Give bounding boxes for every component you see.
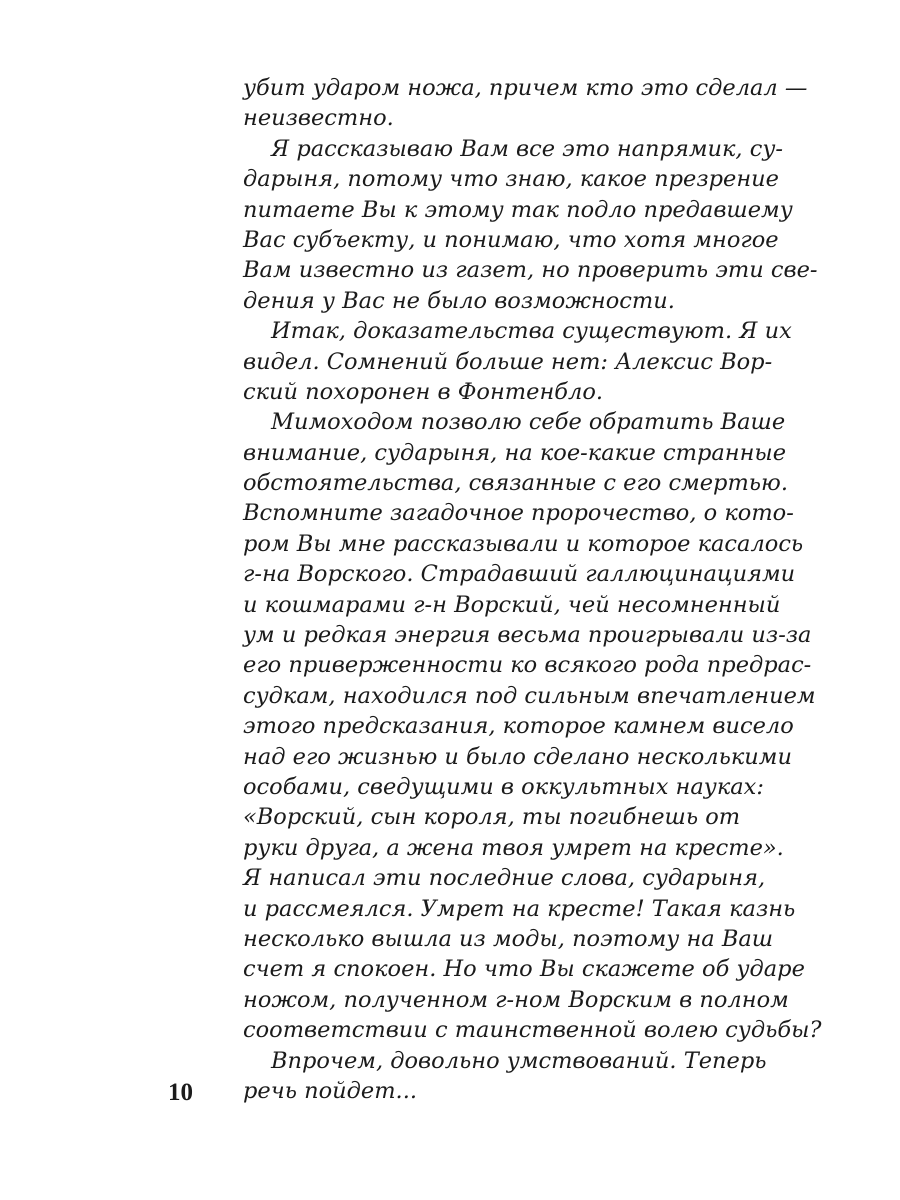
text-line: его приверженности ко всякого рода предрас- xyxy=(243,652,812,679)
paragraph xyxy=(243,73,808,134)
text-line: Я написал эти последние слова, сударыня, xyxy=(243,865,766,892)
text-line: Вас субъекту, и понимаю, что хотя многое xyxy=(243,226,779,253)
text-line: ром Вы мне рассказывали и которое касалось xyxy=(243,530,804,557)
text-line: над его жизнью и было сделано несколькими xyxy=(243,743,792,770)
text-line: ум и редкая энергия весьма проигрывали из-за xyxy=(243,622,812,649)
text-line: неизвестно. xyxy=(243,105,394,132)
text-line: дения у Вас не было возможности. xyxy=(243,287,675,314)
text-line: видел. Сомнений больше нет: Алексис Вор- xyxy=(243,348,773,375)
text-line: питаете Вы к этому так подло предавшему xyxy=(243,196,793,223)
text-line: Мимоходом позволю себе обратить Ваше xyxy=(271,409,786,436)
text-line: ский похоронен в Фонтенбло. xyxy=(243,378,604,405)
text-line: Вам известно из газет, но проверить эти све- xyxy=(243,257,818,284)
paragraph xyxy=(243,1046,767,1107)
text-line: речь пойдет... xyxy=(243,1077,418,1104)
text-line: «Ворский, сын короля, ты погибнешь от xyxy=(243,804,741,831)
page-number: 10 xyxy=(168,1079,193,1106)
text-line: и рассмеялся. Умрет на кресте! Такая казнь xyxy=(243,895,796,922)
text-line: обстоятельства, связанные с его смертью. xyxy=(243,470,789,497)
text-line: ножом, полученном г-ном Ворским в полном xyxy=(243,986,789,1013)
body-text xyxy=(243,73,822,1106)
text-line: внимание, сударыня, на кое-какие странные xyxy=(243,439,787,466)
text-line: особами, сведущими в оккультных науках: xyxy=(243,773,764,800)
text-line: судкам, находился под сильным впечатлением xyxy=(243,682,816,709)
paragraph xyxy=(243,407,822,1045)
text-line: руки друга, а жена твоя умрет на кресте». xyxy=(243,834,784,861)
text-line: Итак, доказательства существуют. Я их xyxy=(271,318,792,345)
text-line: убит ударом ножа, причем кто это сделал — xyxy=(243,75,808,101)
text-line: дарыня, потому что знаю, какое презрение xyxy=(243,166,779,193)
text-line: несколько вышла из моды, поэтому на Ваш xyxy=(243,925,774,952)
text-line: этого предсказания, которое камнем висело xyxy=(243,713,794,740)
text-line: г-на Ворского. Страдавший галлюцинациями xyxy=(243,561,796,588)
text-line: Впрочем, довольно умствований. Теперь xyxy=(271,1047,767,1074)
text-line: Вспомните загадочное пророчество, о кото- xyxy=(243,500,794,527)
text-line: соответствии с таинственной волею судьбы? xyxy=(243,1017,822,1044)
text-line: и кошмарами г-н Ворский, чей несомненный xyxy=(243,591,781,618)
text-line: Я рассказываю Вам все это напрямик, су- xyxy=(271,135,783,162)
paragraph xyxy=(243,134,818,316)
paragraph xyxy=(243,316,792,407)
text-line: счет я спокоен. Но что Вы скажете об ударе xyxy=(243,956,805,983)
